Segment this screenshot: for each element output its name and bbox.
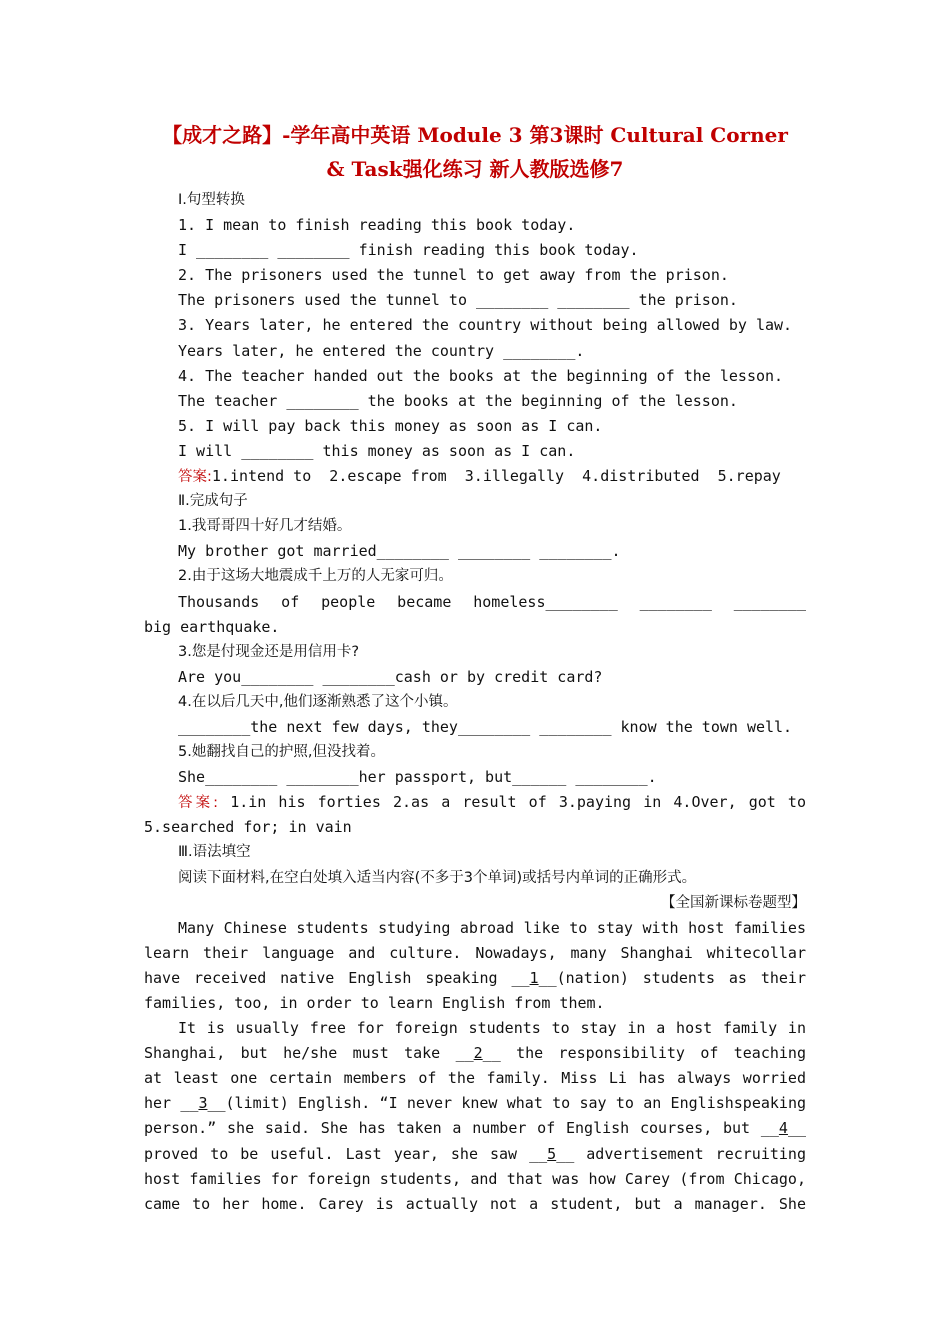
passage-line: host families for foreign students, and that was how Carey (from Chicago, xyxy=(144,1169,806,1188)
s2-q2-chinese: 2.由于这场大地震成千上万的人无家可归。 xyxy=(178,568,453,585)
s2-q4-chinese: 4.在以后几天中,他们逐渐熟悉了这个小镇。 xyxy=(178,693,458,710)
s1-q2-rewrite: The prisoners used the tunnel to ________ ________ the prison. xyxy=(178,291,738,310)
s1-q3-rewrite: Years later, he entered the country ________. xyxy=(178,341,585,360)
passage-line: Many Chinese students studying abroad like to stay with host families xyxy=(178,918,806,937)
passage-line: her __3__(limit) English. “I never knew what to say to an Englishspeaking xyxy=(144,1094,806,1113)
s2-answer-text: 1.in his forties 2.as a result of 3.paying in 4.Over, got to xyxy=(230,793,806,812)
section-1-heading: Ⅰ.句型转换 xyxy=(178,192,245,208)
passage-line: proved to be useful. Last year, she saw __5__ advertisement recruiting xyxy=(144,1144,806,1163)
blank-4: 4 xyxy=(778,1119,788,1138)
passage-line: families, too, in order to learn English from them. xyxy=(144,994,605,1012)
blank-2: 2 xyxy=(473,1044,483,1063)
s1-answer-text: 1.intend to 2.escape from 3.illegally 4.distributed 5.repay xyxy=(211,467,781,486)
s2-answer xyxy=(144,790,806,815)
document-title xyxy=(144,118,806,186)
blank-5: 5 xyxy=(547,1144,557,1163)
passage-line: have received native English speaking __1__(nation) students as their xyxy=(144,968,806,987)
passage-line: came to her home. Carey is actually not a student, but a manager. She xyxy=(144,1194,806,1213)
s2-q3-chinese: 3.您是付现金还是用信用卡? xyxy=(178,643,360,660)
s2-q2-english: Thousands of people became homeless________ ________ ________ xyxy=(178,592,806,611)
passage-line: at least one certain members of the family. Miss Li has always worried xyxy=(144,1069,806,1088)
s1-q4-rewrite: The teacher ________ the books at the beginning of the lesson. xyxy=(178,391,738,410)
s2-answer-cont: 5.searched for; in vain xyxy=(144,818,352,837)
s1-q5: 5. I will pay back this money as soon as I can. xyxy=(178,416,603,435)
passage-line: learn their language and culture. Nowadays, many Shanghai whitecollar xyxy=(144,943,806,962)
s1-q4: 4. The teacher handed out the books at the beginning of the lesson. xyxy=(178,366,784,385)
title-line-2: & Task强化练习 新人教版选修7 xyxy=(326,157,624,181)
title-line-1: 【成才之路】-学年高中英语 Module 3 第3课时 Cultural Corner xyxy=(162,123,788,147)
s2-q4-english: ________the next few days, they________ ________ know the town well. xyxy=(178,717,793,736)
passage-line: Shanghai, but he/she must take __2__ the responsibility of teaching xyxy=(144,1044,806,1063)
s3-instruction: 阅读下面材料,在空白处填入适当内容(不多于3个单词)或括号内单词的正确形式。 xyxy=(178,869,697,886)
s2-q1-chinese: 1.我哥哥四十好几才结婚。 xyxy=(178,518,352,535)
blank-1: 1 xyxy=(529,968,539,987)
s2-q1-english: My brother got married________ ________ ________. xyxy=(178,542,621,561)
section-3-heading: Ⅲ.语法填空 xyxy=(178,844,251,861)
section-2-heading: Ⅱ.完成句子 xyxy=(178,493,248,510)
answer-label: 答案: xyxy=(178,469,212,486)
s1-q5-rewrite: I will ________ this money as soon as I can. xyxy=(178,441,576,460)
s1-q3: 3. Years later, he entered the country without being allowed by law. xyxy=(178,316,793,335)
s2-q5-chinese: 5.她翻找自己的护照,但没找着。 xyxy=(178,744,385,761)
passage-line: person.” she said. She has taken a number of English courses, but __4__ xyxy=(144,1119,806,1138)
s1-q2: 2. The prisoners used the tunnel to get away from the prison. xyxy=(178,266,729,285)
blank-3: 3 xyxy=(198,1094,208,1113)
s2-q2-english-cont: big earthquake. xyxy=(144,617,280,636)
document-page xyxy=(144,118,806,1217)
answer-label: 答案: xyxy=(178,795,219,812)
s2-q3-english: Are you________ ________cash or by credit card? xyxy=(178,667,603,686)
s1-q1-rewrite: I ________ ________ finish reading this book today. xyxy=(178,241,639,260)
s1-q1: 1. I mean to finish reading this book today. xyxy=(178,216,576,235)
s1-answer xyxy=(144,464,806,489)
s3-tag: 【全国新课标卷题型】 xyxy=(661,894,806,911)
passage-line: It is usually free for foreign students to stay in a host family in xyxy=(178,1019,806,1038)
s2-q5-english: She________ ________her passport, but______ ________. xyxy=(178,768,657,787)
